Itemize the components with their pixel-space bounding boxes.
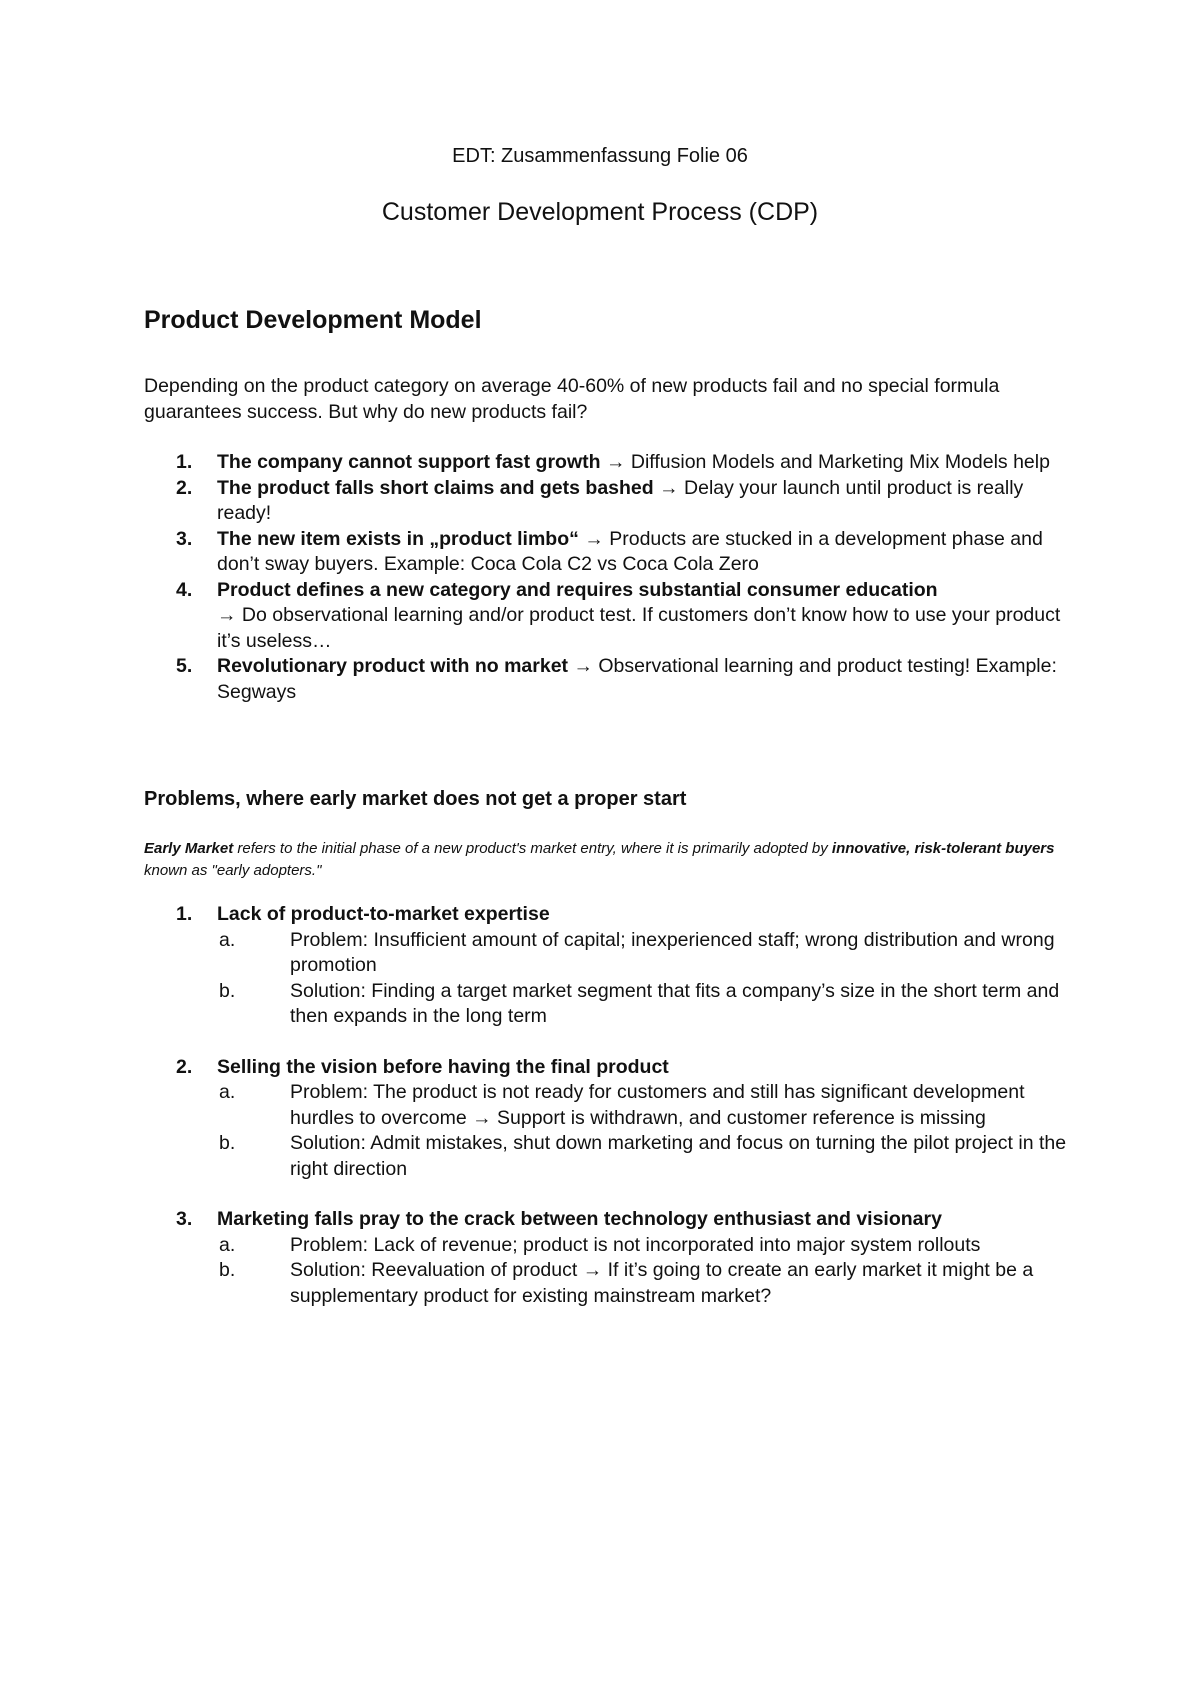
sub-list-item bbox=[217, 1131, 1074, 1182]
item-heading: Selling the vision before having the final product bbox=[217, 1055, 669, 1078]
sub-list-item bbox=[217, 928, 1074, 979]
item-heading: The product falls short claims and gets bashed bbox=[217, 476, 654, 499]
sub-item-letter: b. bbox=[219, 1259, 236, 1281]
section-intro-paragraph: Depending on the product category on average 40-60% of new products fail and no special formula guarantees success. But why do new products fail? bbox=[144, 375, 1000, 423]
item-heading: Product defines a new category and requires substantial consumer education bbox=[217, 578, 938, 601]
arrow-right-icon: → bbox=[659, 476, 679, 499]
item-number: 3. bbox=[176, 527, 193, 550]
item-heading: The company cannot support fast growth bbox=[217, 451, 601, 473]
arrow-right-icon: → bbox=[605, 451, 626, 473]
item-heading: Lack of product-to-market expertise bbox=[217, 903, 550, 925]
sub-item-text: Solution: Admit mistakes, shut down marketing and focus on turning the pilot project in the right direction bbox=[290, 1132, 1067, 1180]
list-item bbox=[144, 578, 1074, 655]
list-item bbox=[144, 476, 1074, 527]
document-label: EDT: Zusammenfassung Folie 06 bbox=[452, 145, 748, 167]
list-item bbox=[144, 902, 1074, 1030]
sub-list-item bbox=[217, 1258, 1074, 1309]
list-item bbox=[144, 527, 1074, 578]
list-item bbox=[144, 450, 1074, 476]
arrow-right-icon: → bbox=[573, 655, 593, 677]
sub-item-text: Solution: Reevaluation of product → If it’s going to create an early market it might be a supplementary product for existing mainstream market? bbox=[290, 1259, 1034, 1307]
list-item bbox=[144, 654, 1074, 705]
sub-item-text: Solution: Finding a target market segment that fits a company’s size in the short term and then expands in the long term bbox=[290, 979, 1060, 1027]
item-text: Delay your launch until product is really ready! bbox=[217, 476, 1024, 524]
item-number: 2. bbox=[176, 1055, 193, 1078]
section-title-early-market-problems: Problems, where early market does not get a proper start bbox=[144, 788, 687, 810]
item-text: Products are stucked in a development phase and don’t sway buyers. Example: Coca Cola C2 vs Coca Cola Zero bbox=[217, 527, 1043, 575]
arrow-right-icon: → bbox=[217, 604, 237, 626]
sub-list bbox=[217, 1233, 1074, 1310]
definition-text: refers to the initial phase of a new product's market entry, where it is primarily adopted by bbox=[233, 840, 832, 857]
section-title-product-development-model: Product Development Model bbox=[144, 306, 482, 334]
item-number: 1. bbox=[176, 451, 193, 473]
sub-item-text: Problem: The product is not ready for customers and still has significant development hurdles to overcome → Support is withdrawn, and customer reference is missing bbox=[290, 1081, 1025, 1129]
sub-list-item bbox=[217, 1080, 1074, 1131]
sub-item-text: Problem: Lack of revenue; product is not incorporated into major system rollouts bbox=[290, 1233, 981, 1256]
sub-item-text: Problem: Insufficient amount of capital; inexperienced staff; wrong distribution and wrong promotion bbox=[290, 928, 1055, 976]
item-text: Diffusion Models and Marketing Mix Models help bbox=[625, 451, 1050, 473]
item-heading: Revolutionary product with no market bbox=[217, 655, 569, 677]
sub-list-item bbox=[217, 1233, 1074, 1259]
sub-item-letter: b. bbox=[219, 979, 236, 1002]
definition-text: known as "early adopters." bbox=[144, 862, 322, 879]
sub-item-letter: b. bbox=[219, 1132, 236, 1154]
definition-term: Early Market bbox=[144, 840, 234, 857]
definition-emphasis: innovative, risk-tolerant buyers bbox=[831, 840, 1055, 857]
item-text: Observational learning and product testing! Example: Segways bbox=[217, 655, 1057, 703]
early-market-definition bbox=[144, 838, 1064, 882]
sub-list bbox=[217, 1080, 1074, 1182]
item-number: 3. bbox=[176, 1208, 193, 1230]
failure-reasons-list bbox=[144, 450, 1074, 705]
sub-item-letter: a. bbox=[219, 928, 236, 951]
item-heading: The new item exists in „product limbo“ bbox=[217, 527, 579, 550]
item-text: Do observational learning and/or product test. If customers don’t know how to use your product it’s useless… bbox=[217, 604, 1061, 652]
item-number: 4. bbox=[176, 578, 193, 601]
list-item bbox=[144, 1207, 1074, 1309]
document-title: Customer Development Process (CDP) bbox=[381, 198, 819, 226]
item-number: 2. bbox=[176, 476, 193, 499]
item-heading: Marketing falls pray to the crack between technology enthusiast and visionary bbox=[217, 1208, 942, 1230]
list-item bbox=[144, 1055, 1074, 1183]
item-number: 1. bbox=[176, 903, 193, 925]
sub-item-letter: a. bbox=[219, 1081, 236, 1103]
sub-list-item bbox=[217, 979, 1074, 1030]
early-market-problems-list bbox=[144, 902, 1074, 1334]
sub-item-letter: a. bbox=[219, 1233, 236, 1256]
arrow-right-icon: → bbox=[584, 527, 604, 550]
sub-list bbox=[217, 928, 1074, 1030]
item-number: 5. bbox=[176, 655, 193, 677]
